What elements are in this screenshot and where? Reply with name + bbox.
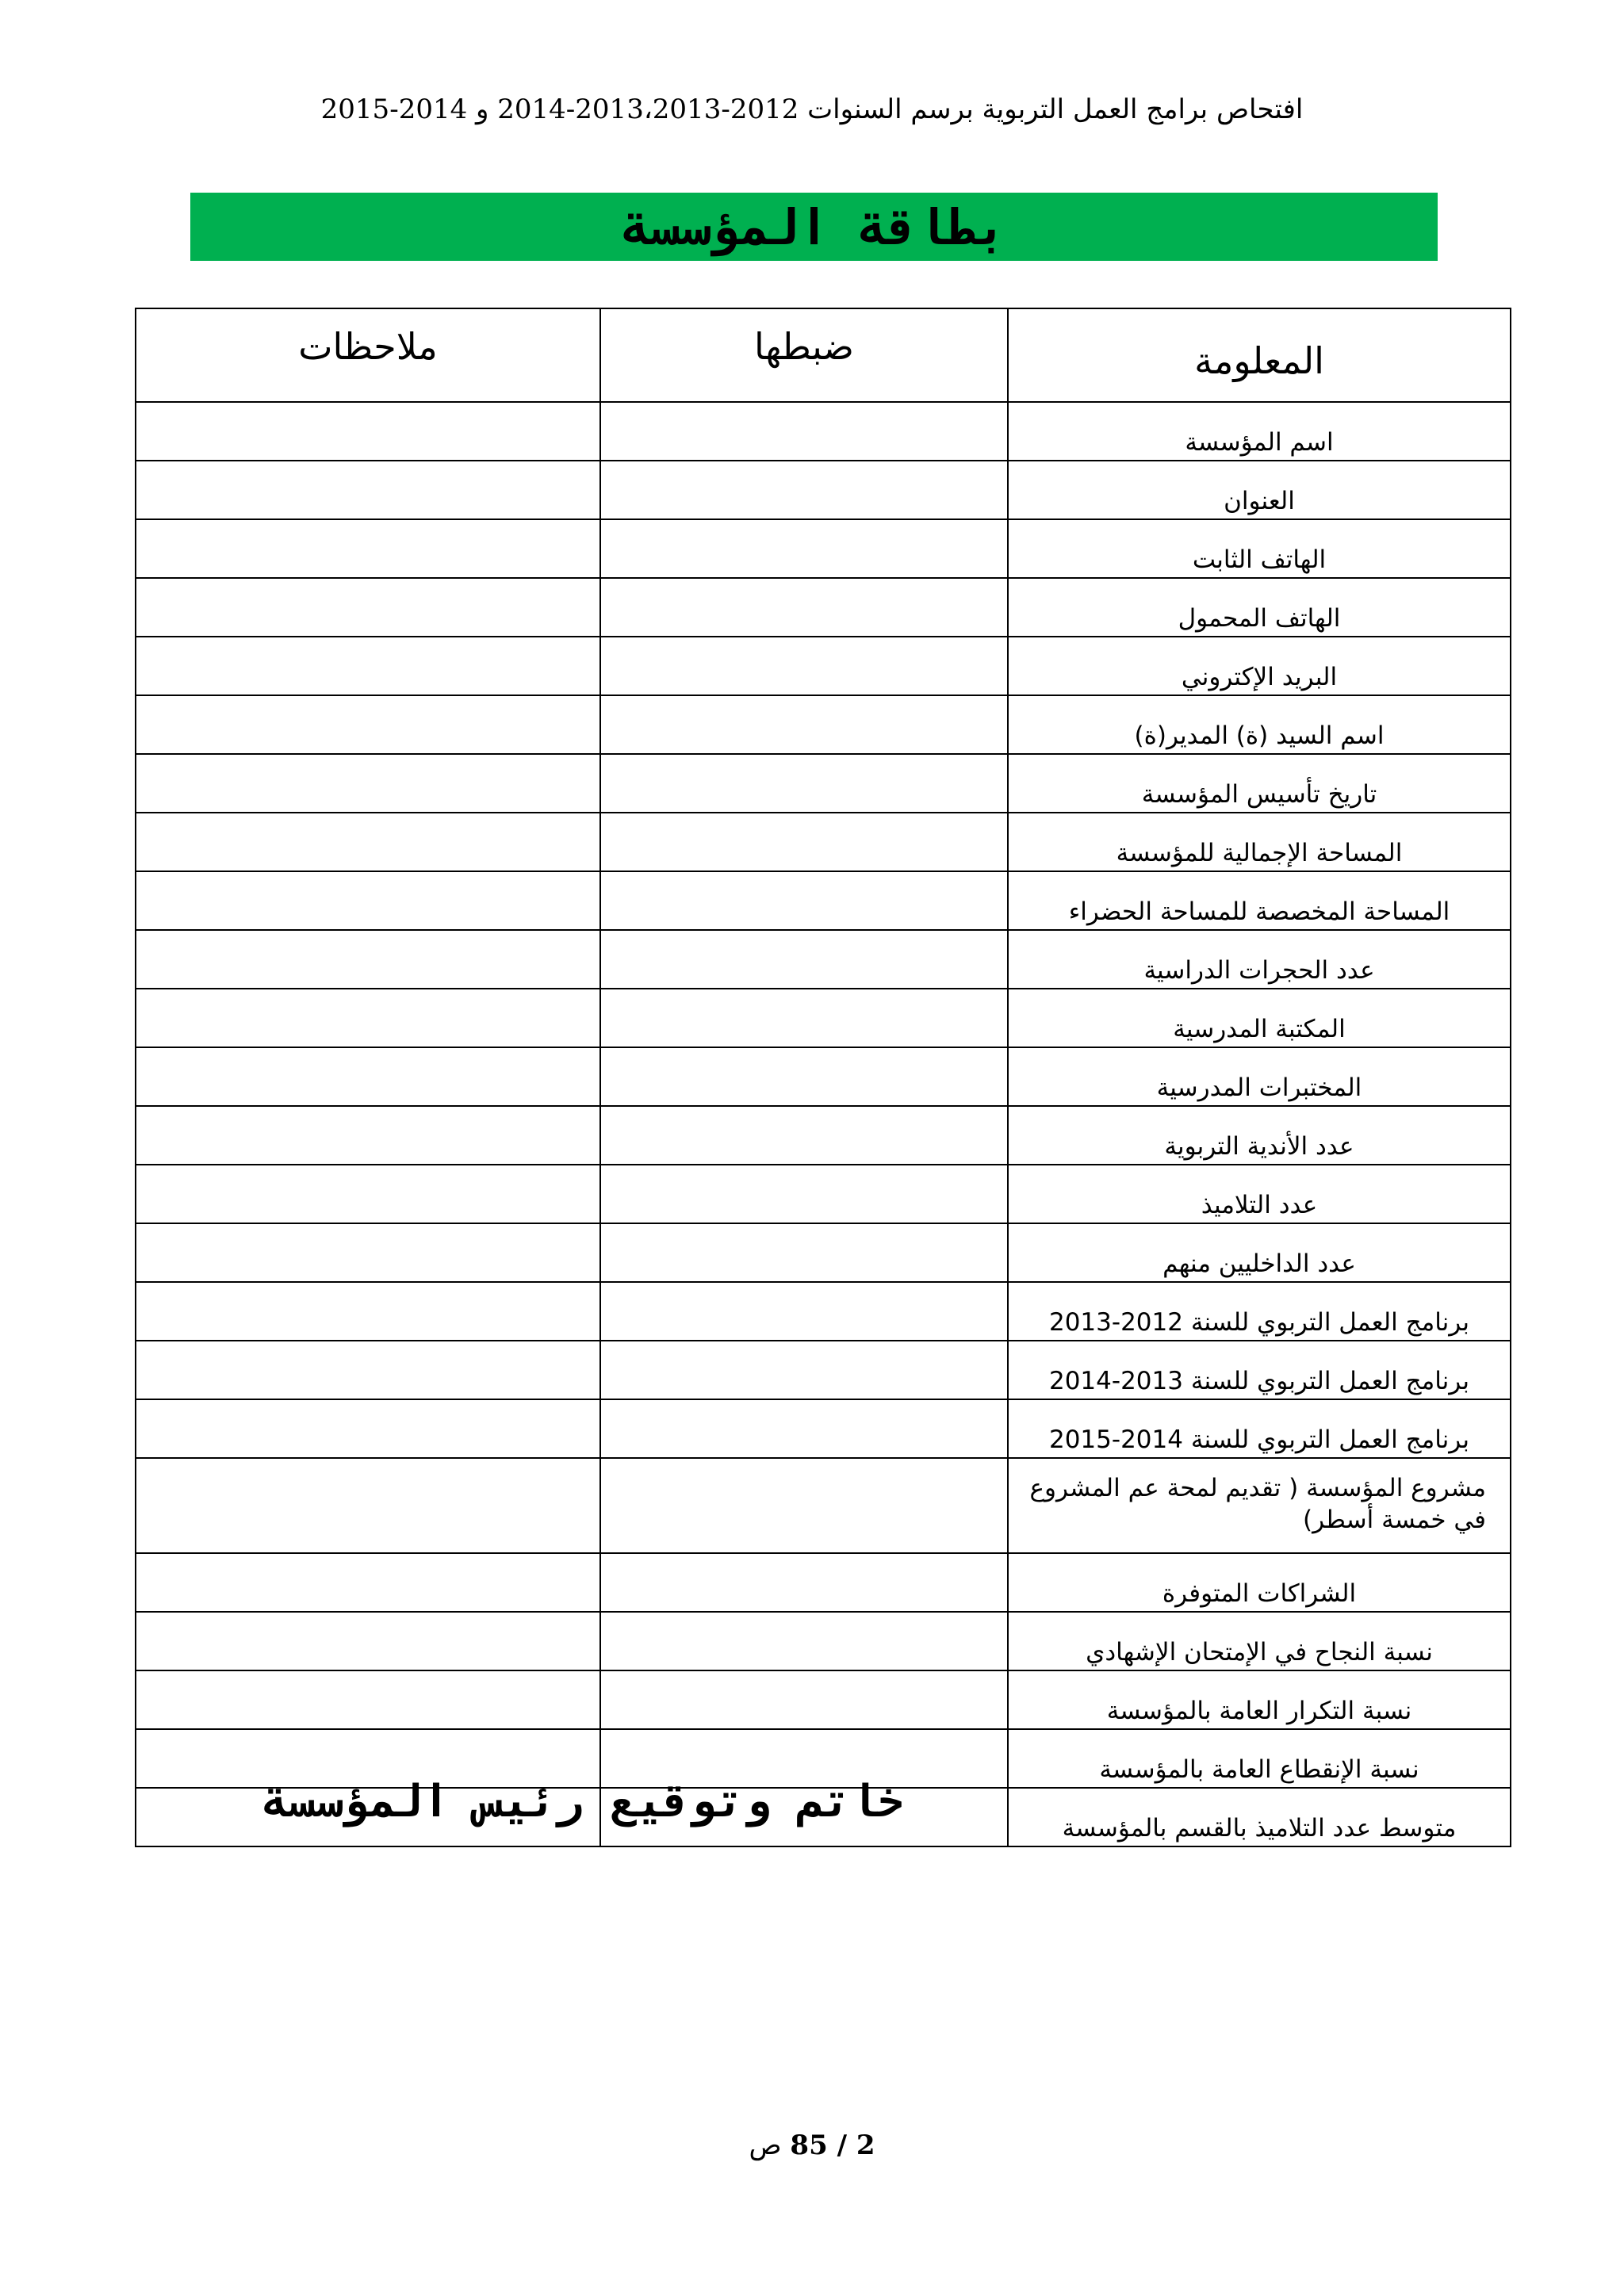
row-label: المساحة المخصصة للمساحة الحضراء bbox=[1008, 871, 1511, 930]
control-cell[interactable] bbox=[600, 1670, 1008, 1729]
row-label: عدد الداخليين منهم bbox=[1008, 1223, 1511, 1282]
row-label: الهاتف المحمول bbox=[1008, 578, 1511, 637]
table-header-row bbox=[136, 308, 1511, 402]
notes-cell[interactable] bbox=[136, 1553, 600, 1612]
control-cell[interactable] bbox=[600, 1106, 1008, 1165]
row-label: الشراكات المتوفرة bbox=[1008, 1553, 1511, 1612]
notes-cell[interactable] bbox=[136, 1341, 600, 1399]
row-label: عدد الأندية التربوية bbox=[1008, 1106, 1511, 1165]
notes-cell[interactable] bbox=[136, 754, 600, 813]
control-cell[interactable] bbox=[600, 1282, 1008, 1341]
row-label: نسبة التكرار العامة بالمؤسسة bbox=[1008, 1670, 1511, 1729]
control-cell[interactable] bbox=[600, 813, 1008, 871]
notes-cell[interactable] bbox=[136, 813, 600, 871]
row-label: عدد الحجرات الدراسية bbox=[1008, 930, 1511, 989]
table-row bbox=[136, 1341, 1511, 1399]
control-cell[interactable] bbox=[600, 1341, 1008, 1399]
table-row bbox=[136, 1165, 1511, 1223]
column-header-info: المعلومة bbox=[1008, 308, 1511, 402]
title-banner bbox=[190, 193, 1438, 261]
notes-cell[interactable] bbox=[136, 871, 600, 930]
notes-cell[interactable] bbox=[136, 461, 600, 519]
control-cell[interactable] bbox=[600, 1165, 1008, 1223]
notes-cell[interactable] bbox=[136, 402, 600, 461]
notes-cell[interactable] bbox=[136, 930, 600, 989]
institution-info-table bbox=[135, 308, 1511, 1847]
control-cell[interactable] bbox=[600, 989, 1008, 1047]
table-row bbox=[136, 461, 1511, 519]
table-row bbox=[136, 930, 1511, 989]
row-label: المساحة الإجمالية للمؤسسة bbox=[1008, 813, 1511, 871]
signature-label: خاتم وتوقيع رئيس المؤسسة bbox=[262, 1776, 904, 1827]
table-row bbox=[136, 1670, 1511, 1729]
notes-cell[interactable] bbox=[136, 1399, 600, 1458]
control-cell[interactable] bbox=[600, 754, 1008, 813]
notes-cell[interactable] bbox=[136, 1612, 600, 1670]
row-label: برنامج العمل التربوي للسنة 2014-2015 bbox=[1008, 1399, 1511, 1458]
notes-cell[interactable] bbox=[136, 1670, 600, 1729]
row-label: برنامج العمل التربوي للسنة 2013-2014 bbox=[1008, 1341, 1511, 1399]
control-cell[interactable] bbox=[600, 461, 1008, 519]
table-row bbox=[136, 1553, 1511, 1612]
row-label: المختبرات المدرسية bbox=[1008, 1047, 1511, 1106]
column-header-control: ضبطها bbox=[600, 308, 1008, 402]
notes-cell[interactable] bbox=[136, 1223, 600, 1282]
notes-cell[interactable] bbox=[136, 695, 600, 754]
row-label: البريد الإكتروني bbox=[1008, 637, 1511, 695]
notes-cell[interactable] bbox=[136, 1458, 600, 1553]
notes-cell[interactable] bbox=[136, 578, 600, 637]
notes-cell[interactable] bbox=[136, 1106, 600, 1165]
control-cell[interactable] bbox=[600, 1553, 1008, 1612]
row-label: تاريخ تأسيس المؤسسة bbox=[1008, 754, 1511, 813]
table-row bbox=[136, 695, 1511, 754]
control-cell[interactable] bbox=[600, 637, 1008, 695]
control-cell[interactable] bbox=[600, 519, 1008, 578]
notes-cell[interactable] bbox=[136, 1282, 600, 1341]
table-row bbox=[136, 754, 1511, 813]
table-row bbox=[136, 871, 1511, 930]
row-label: برنامج العمل التربوي للسنة 2012-2013 bbox=[1008, 1282, 1511, 1341]
table-row bbox=[136, 578, 1511, 637]
table-row bbox=[136, 813, 1511, 871]
control-cell[interactable] bbox=[600, 1047, 1008, 1106]
table-row bbox=[136, 1399, 1511, 1458]
page-number: 2 / 85 bbox=[790, 2130, 875, 2161]
row-label: الهاتف الثابت bbox=[1008, 519, 1511, 578]
notes-cell[interactable] bbox=[136, 637, 600, 695]
row-label: اسم المؤسسة bbox=[1008, 402, 1511, 461]
table-row bbox=[136, 1106, 1511, 1165]
row-label: عدد التلاميذ bbox=[1008, 1165, 1511, 1223]
table-row bbox=[136, 1612, 1511, 1670]
control-cell[interactable] bbox=[600, 1399, 1008, 1458]
table-row bbox=[136, 402, 1511, 461]
table-row bbox=[136, 1223, 1511, 1282]
control-cell[interactable] bbox=[600, 930, 1008, 989]
page-abbrev: ص bbox=[749, 2130, 782, 2161]
row-label: اسم السيد (ة) المدير(ة) bbox=[1008, 695, 1511, 754]
notes-cell[interactable] bbox=[136, 1165, 600, 1223]
control-cell[interactable] bbox=[600, 1458, 1008, 1553]
table-row bbox=[136, 1047, 1511, 1106]
control-cell[interactable] bbox=[600, 402, 1008, 461]
page-header bbox=[0, 94, 1624, 125]
row-label: مشروع المؤسسة ( تقديم لمحة عم المشروع في خمسة أسطر) bbox=[1008, 1458, 1511, 1553]
row-label: نسبة النجاح في الإمتحان الإشهادي bbox=[1008, 1612, 1511, 1670]
notes-cell[interactable] bbox=[136, 1047, 600, 1106]
control-cell[interactable] bbox=[600, 871, 1008, 930]
row-label: متوسط عدد التلاميذ بالقسم بالمؤسسة bbox=[1008, 1788, 1511, 1846]
table-row bbox=[136, 1458, 1511, 1553]
control-cell[interactable] bbox=[600, 1223, 1008, 1282]
table-row bbox=[136, 989, 1511, 1047]
control-cell[interactable] bbox=[600, 1612, 1008, 1670]
table-row bbox=[136, 519, 1511, 578]
control-cell[interactable] bbox=[600, 695, 1008, 754]
notes-cell[interactable] bbox=[136, 989, 600, 1047]
notes-cell[interactable] bbox=[136, 519, 600, 578]
header-text: افتحاص برامج العمل التربوية برسم السنوات 2012-2013،2013-2014 و 2014-2015 bbox=[320, 94, 1304, 125]
row-label: المكتبة المدرسية bbox=[1008, 989, 1511, 1047]
row-label: نسبة الإنقطاع العامة بالمؤسسة bbox=[1008, 1729, 1511, 1788]
table-row bbox=[136, 1282, 1511, 1341]
page-title: بطاقة المؤسسة bbox=[621, 197, 1007, 256]
row-label: العنوان bbox=[1008, 461, 1511, 519]
control-cell[interactable] bbox=[600, 578, 1008, 637]
column-header-notes: ملاحظات bbox=[136, 308, 600, 402]
page-footer bbox=[0, 2130, 1624, 2161]
table-row bbox=[136, 637, 1511, 695]
